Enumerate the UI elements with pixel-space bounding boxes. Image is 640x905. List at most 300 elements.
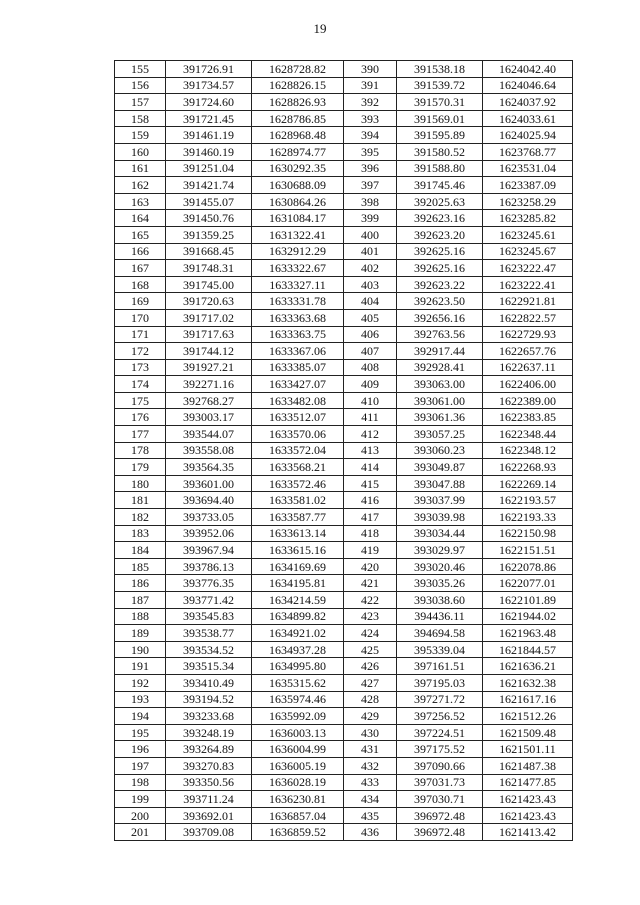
table-row [115,260,573,277]
x-coordinate-right: 393061.00 [397,392,483,409]
table-row [115,509,573,526]
point-number-left: 192 [115,674,166,691]
table-row [115,658,573,675]
point-number-right: 416 [344,492,397,509]
y-coordinate-right: 1623531.04 [483,160,573,177]
x-coordinate-left: 391721.45 [166,110,252,127]
x-coordinate-right: 397195.03 [397,674,483,691]
x-coordinate-right: 392623.22 [397,276,483,293]
point-number-right: 413 [344,442,397,459]
x-coordinate-left: 391744.12 [166,343,252,360]
point-number-left: 167 [115,260,166,277]
x-coordinate-right: 391745.46 [397,177,483,194]
x-coordinate-right: 391588.80 [397,160,483,177]
y-coordinate-right: 1623222.41 [483,276,573,293]
y-coordinate-left: 1633587.77 [252,509,344,526]
x-coordinate-right: 397175.52 [397,741,483,758]
x-coordinate-left: 391460.19 [166,143,252,160]
x-coordinate-right: 397256.52 [397,708,483,725]
x-coordinate-right: 392025.63 [397,193,483,210]
x-coordinate-right: 391538.18 [397,61,483,78]
table-row [115,210,573,227]
x-coordinate-right: 393038.60 [397,592,483,609]
point-number-right: 392 [344,94,397,111]
x-coordinate-left: 391720.63 [166,293,252,310]
table-row [115,143,573,160]
point-number-left: 191 [115,658,166,675]
point-number-right: 434 [344,791,397,808]
point-number-right: 391 [344,77,397,94]
point-number-right: 435 [344,807,397,824]
point-number-left: 193 [115,691,166,708]
point-number-left: 159 [115,127,166,144]
point-number-right: 400 [344,226,397,243]
x-coordinate-right: 397031.73 [397,774,483,791]
point-number-left: 178 [115,442,166,459]
x-coordinate-right: 393047.88 [397,475,483,492]
point-number-right: 414 [344,459,397,476]
x-coordinate-left: 393350.56 [166,774,252,791]
y-coordinate-left: 1632912.29 [252,243,344,260]
x-coordinate-left: 393194.52 [166,691,252,708]
x-coordinate-right: 393039.98 [397,509,483,526]
y-coordinate-left: 1633512.07 [252,409,344,426]
point-number-right: 406 [344,326,397,343]
y-coordinate-right: 1624025.94 [483,127,573,144]
point-number-right: 418 [344,525,397,542]
x-coordinate-left: 393233.68 [166,708,252,725]
point-number-left: 162 [115,177,166,194]
y-coordinate-right: 1622348.12 [483,442,573,459]
x-coordinate-left: 391251.04 [166,160,252,177]
point-number-left: 184 [115,542,166,559]
x-coordinate-left: 391421.74 [166,177,252,194]
x-coordinate-right: 393035.26 [397,575,483,592]
x-coordinate-left: 393601.00 [166,475,252,492]
y-coordinate-right: 1622348.44 [483,426,573,443]
point-number-right: 424 [344,625,397,642]
y-coordinate-right: 1622389.00 [483,392,573,409]
x-coordinate-left: 393564.35 [166,459,252,476]
y-coordinate-left: 1633367.06 [252,343,344,360]
table-row [115,824,573,841]
y-coordinate-right: 1622383.85 [483,409,573,426]
x-coordinate-right: 393057.25 [397,426,483,443]
y-coordinate-right: 1622822.57 [483,309,573,326]
point-number-right: 415 [344,475,397,492]
y-coordinate-left: 1633331.78 [252,293,344,310]
x-coordinate-right: 392917.44 [397,343,483,360]
table-row [115,641,573,658]
y-coordinate-right: 1623285.82 [483,210,573,227]
point-number-right: 399 [344,210,397,227]
y-coordinate-left: 1634937.28 [252,641,344,658]
point-number-right: 409 [344,376,397,393]
y-coordinate-right: 1623387.09 [483,177,573,194]
x-coordinate-left: 391668.45 [166,243,252,260]
y-coordinate-right: 1621477.85 [483,774,573,791]
x-coordinate-left: 393538.77 [166,625,252,642]
x-coordinate-left: 393967.94 [166,542,252,559]
point-number-left: 169 [115,293,166,310]
y-coordinate-right: 1621509.48 [483,724,573,741]
point-number-right: 412 [344,426,397,443]
x-coordinate-right: 392623.20 [397,226,483,243]
x-coordinate-left: 393694.40 [166,492,252,509]
point-number-right: 393 [344,110,397,127]
point-number-right: 417 [344,509,397,526]
point-number-left: 177 [115,426,166,443]
x-coordinate-left: 391748.31 [166,260,252,277]
y-coordinate-left: 1636230.81 [252,791,344,808]
point-number-right: 429 [344,708,397,725]
point-number-right: 390 [344,61,397,78]
x-coordinate-right: 391580.52 [397,143,483,160]
table-row [115,708,573,725]
y-coordinate-right: 1621632.38 [483,674,573,691]
x-coordinate-right: 394436.11 [397,608,483,625]
table-row [115,177,573,194]
x-coordinate-right: 393029.97 [397,542,483,559]
y-coordinate-left: 1633581.02 [252,492,344,509]
table-row [115,558,573,575]
y-coordinate-right: 1621423.43 [483,791,573,808]
point-number-right: 396 [344,160,397,177]
table-row [115,807,573,824]
point-number-left: 174 [115,376,166,393]
point-number-left: 196 [115,741,166,758]
point-number-right: 419 [344,542,397,559]
point-number-left: 176 [115,409,166,426]
point-number-right: 433 [344,774,397,791]
y-coordinate-right: 1622268.93 [483,459,573,476]
y-coordinate-left: 1635992.09 [252,708,344,725]
point-number-right: 408 [344,359,397,376]
x-coordinate-left: 393952.06 [166,525,252,542]
y-coordinate-left: 1633572.46 [252,475,344,492]
point-number-left: 190 [115,641,166,658]
y-coordinate-left: 1636003.13 [252,724,344,741]
y-coordinate-left: 1633615.16 [252,542,344,559]
x-coordinate-right: 394694.58 [397,625,483,642]
x-coordinate-right: 392763.56 [397,326,483,343]
x-coordinate-left: 393270.83 [166,757,252,774]
x-coordinate-left: 393534.52 [166,641,252,658]
table-row [115,691,573,708]
point-number-left: 200 [115,807,166,824]
y-coordinate-left: 1630292.35 [252,160,344,177]
point-number-left: 166 [115,243,166,260]
y-coordinate-right: 1621501.11 [483,741,573,758]
point-number-left: 197 [115,757,166,774]
y-coordinate-left: 1635315.62 [252,674,344,691]
x-coordinate-right: 392623.50 [397,293,483,310]
y-coordinate-right: 1622151.51 [483,542,573,559]
y-coordinate-left: 1633327.11 [252,276,344,293]
y-coordinate-left: 1633427.07 [252,376,344,393]
x-coordinate-right: 391569.01 [397,110,483,127]
y-coordinate-right: 1621944.02 [483,608,573,625]
point-number-left: 182 [115,509,166,526]
point-number-right: 426 [344,658,397,675]
table-row [115,276,573,293]
y-coordinate-right: 1621636.21 [483,658,573,675]
x-coordinate-left: 393786.13 [166,558,252,575]
y-coordinate-left: 1636005.19 [252,757,344,774]
x-coordinate-right: 397224.51 [397,724,483,741]
x-coordinate-left: 391455.07 [166,193,252,210]
point-number-right: 428 [344,691,397,708]
y-coordinate-left: 1628826.93 [252,94,344,111]
y-coordinate-left: 1628728.82 [252,61,344,78]
x-coordinate-right: 397030.71 [397,791,483,808]
point-number-right: 421 [344,575,397,592]
table-row [115,343,573,360]
point-number-right: 403 [344,276,397,293]
x-coordinate-left: 393003.17 [166,409,252,426]
table-row [115,426,573,443]
x-coordinate-left: 393544.07 [166,426,252,443]
point-number-left: 175 [115,392,166,409]
point-number-right: 432 [344,757,397,774]
table-row [115,459,573,476]
x-coordinate-right: 392623.16 [397,210,483,227]
point-number-right: 420 [344,558,397,575]
y-coordinate-left: 1633572.04 [252,442,344,459]
point-number-left: 199 [115,791,166,808]
y-coordinate-left: 1630864.26 [252,193,344,210]
point-number-left: 194 [115,708,166,725]
x-coordinate-right: 397090.66 [397,757,483,774]
table-row [115,592,573,609]
y-coordinate-left: 1636857.04 [252,807,344,824]
point-number-right: 404 [344,293,397,310]
y-coordinate-left: 1636004.99 [252,741,344,758]
point-number-left: 201 [115,824,166,841]
y-coordinate-left: 1636028.19 [252,774,344,791]
table-row [115,575,573,592]
point-number-left: 171 [115,326,166,343]
y-coordinate-left: 1634921.02 [252,625,344,642]
y-coordinate-right: 1624046.64 [483,77,573,94]
y-coordinate-right: 1623258.29 [483,193,573,210]
table-row [115,77,573,94]
x-coordinate-right: 392625.16 [397,260,483,277]
table-row [115,757,573,774]
table-row [115,243,573,260]
y-coordinate-right: 1623245.61 [483,226,573,243]
table-row [115,674,573,691]
y-coordinate-left: 1628974.77 [252,143,344,160]
y-coordinate-left: 1633570.06 [252,426,344,443]
y-coordinate-left: 1633568.21 [252,459,344,476]
point-number-left: 180 [115,475,166,492]
x-coordinate-right: 397271.72 [397,691,483,708]
y-coordinate-right: 1621487.38 [483,757,573,774]
x-coordinate-left: 393709.08 [166,824,252,841]
point-number-right: 425 [344,641,397,658]
x-coordinate-left: 393771.42 [166,592,252,609]
x-coordinate-right: 393063.00 [397,376,483,393]
point-number-right: 431 [344,741,397,758]
x-coordinate-right: 393061.36 [397,409,483,426]
point-number-right: 423 [344,608,397,625]
x-coordinate-right: 391595.89 [397,127,483,144]
x-coordinate-right: 396972.48 [397,824,483,841]
point-number-right: 407 [344,343,397,360]
x-coordinate-left: 391717.02 [166,309,252,326]
point-number-left: 165 [115,226,166,243]
point-number-left: 164 [115,210,166,227]
point-number-left: 179 [115,459,166,476]
page-number: 19 [313,21,327,36]
x-coordinate-left: 393248.19 [166,724,252,741]
point-number-left: 188 [115,608,166,625]
point-number-right: 401 [344,243,397,260]
y-coordinate-left: 1634169.69 [252,558,344,575]
y-coordinate-right: 1622406.00 [483,376,573,393]
table-row [115,94,573,111]
x-coordinate-left: 391717.63 [166,326,252,343]
point-number-right: 405 [344,309,397,326]
point-number-right: 436 [344,824,397,841]
y-coordinate-right: 1622101.89 [483,592,573,609]
x-coordinate-right: 392625.16 [397,243,483,260]
table-row [115,475,573,492]
x-coordinate-right: 393034.44 [397,525,483,542]
y-coordinate-right: 1623768.77 [483,143,573,160]
y-coordinate-left: 1633363.68 [252,309,344,326]
x-coordinate-left: 393733.05 [166,509,252,526]
table-row [115,608,573,625]
x-coordinate-left: 391450.76 [166,210,252,227]
y-coordinate-left: 1633482.08 [252,392,344,409]
table-row [115,625,573,642]
x-coordinate-right: 393020.46 [397,558,483,575]
x-coordinate-right: 396972.48 [397,807,483,824]
point-number-left: 195 [115,724,166,741]
point-number-right: 411 [344,409,397,426]
x-coordinate-right: 391539.72 [397,77,483,94]
x-coordinate-left: 393410.49 [166,674,252,691]
table-row [115,226,573,243]
point-number-right: 397 [344,177,397,194]
x-coordinate-left: 391724.60 [166,94,252,111]
y-coordinate-right: 1624042.40 [483,61,573,78]
table-row [115,160,573,177]
coordinates-table [114,60,573,841]
point-number-left: 173 [115,359,166,376]
table-row [115,525,573,542]
y-coordinate-left: 1634195.81 [252,575,344,592]
point-number-left: 155 [115,61,166,78]
table-row [115,774,573,791]
x-coordinate-right: 393049.87 [397,459,483,476]
point-number-left: 156 [115,77,166,94]
y-coordinate-right: 1624033.61 [483,110,573,127]
point-number-right: 410 [344,392,397,409]
y-coordinate-right: 1623245.67 [483,243,573,260]
table-row [115,492,573,509]
y-coordinate-right: 1622269.14 [483,475,573,492]
y-coordinate-left: 1633322.67 [252,260,344,277]
y-coordinate-right: 1622077.01 [483,575,573,592]
point-number-left: 170 [115,309,166,326]
table-row [115,409,573,426]
table-row [115,542,573,559]
y-coordinate-left: 1634214.59 [252,592,344,609]
y-coordinate-right: 1621423.43 [483,807,573,824]
y-coordinate-right: 1622193.57 [483,492,573,509]
y-coordinate-left: 1633385.07 [252,359,344,376]
x-coordinate-left: 393711.24 [166,791,252,808]
table-row [115,193,573,210]
y-coordinate-left: 1635974.46 [252,691,344,708]
x-coordinate-left: 391745.00 [166,276,252,293]
point-number-left: 168 [115,276,166,293]
y-coordinate-right: 1621963.48 [483,625,573,642]
x-coordinate-left: 391359.25 [166,226,252,243]
point-number-left: 189 [115,625,166,642]
point-number-left: 158 [115,110,166,127]
coordinates-table-body [115,61,573,841]
x-coordinate-left: 391726.91 [166,61,252,78]
point-number-left: 163 [115,193,166,210]
table-row [115,293,573,310]
point-number-left: 181 [115,492,166,509]
point-number-left: 185 [115,558,166,575]
x-coordinate-left: 392271.16 [166,376,252,393]
x-coordinate-left: 393558.08 [166,442,252,459]
point-number-right: 430 [344,724,397,741]
table-row [115,61,573,78]
y-coordinate-left: 1634899.82 [252,608,344,625]
table-row [115,791,573,808]
y-coordinate-right: 1622729.93 [483,326,573,343]
y-coordinate-left: 1633613.14 [252,525,344,542]
x-coordinate-left: 393515.34 [166,658,252,675]
point-number-left: 186 [115,575,166,592]
table-row [115,724,573,741]
y-coordinate-left: 1631322.41 [252,226,344,243]
point-number-left: 172 [115,343,166,360]
y-coordinate-left: 1628826.15 [252,77,344,94]
point-number-right: 402 [344,260,397,277]
y-coordinate-right: 1622150.98 [483,525,573,542]
table-row [115,309,573,326]
x-coordinate-left: 393776.35 [166,575,252,592]
point-number-right: 394 [344,127,397,144]
point-number-left: 160 [115,143,166,160]
point-number-right: 422 [344,592,397,609]
point-number-right: 398 [344,193,397,210]
x-coordinate-left: 393692.01 [166,807,252,824]
y-coordinate-left: 1636859.52 [252,824,344,841]
x-coordinate-left: 393264.89 [166,741,252,758]
table-row [115,392,573,409]
x-coordinate-right: 392656.16 [397,309,483,326]
point-number-left: 161 [115,160,166,177]
y-coordinate-right: 1621413.42 [483,824,573,841]
y-coordinate-right: 1621617.16 [483,691,573,708]
table-row [115,741,573,758]
y-coordinate-left: 1633363.75 [252,326,344,343]
point-number-right: 427 [344,674,397,691]
y-coordinate-left: 1628786.85 [252,110,344,127]
x-coordinate-left: 393545.83 [166,608,252,625]
x-coordinate-right: 397161.51 [397,658,483,675]
point-number-left: 157 [115,94,166,111]
